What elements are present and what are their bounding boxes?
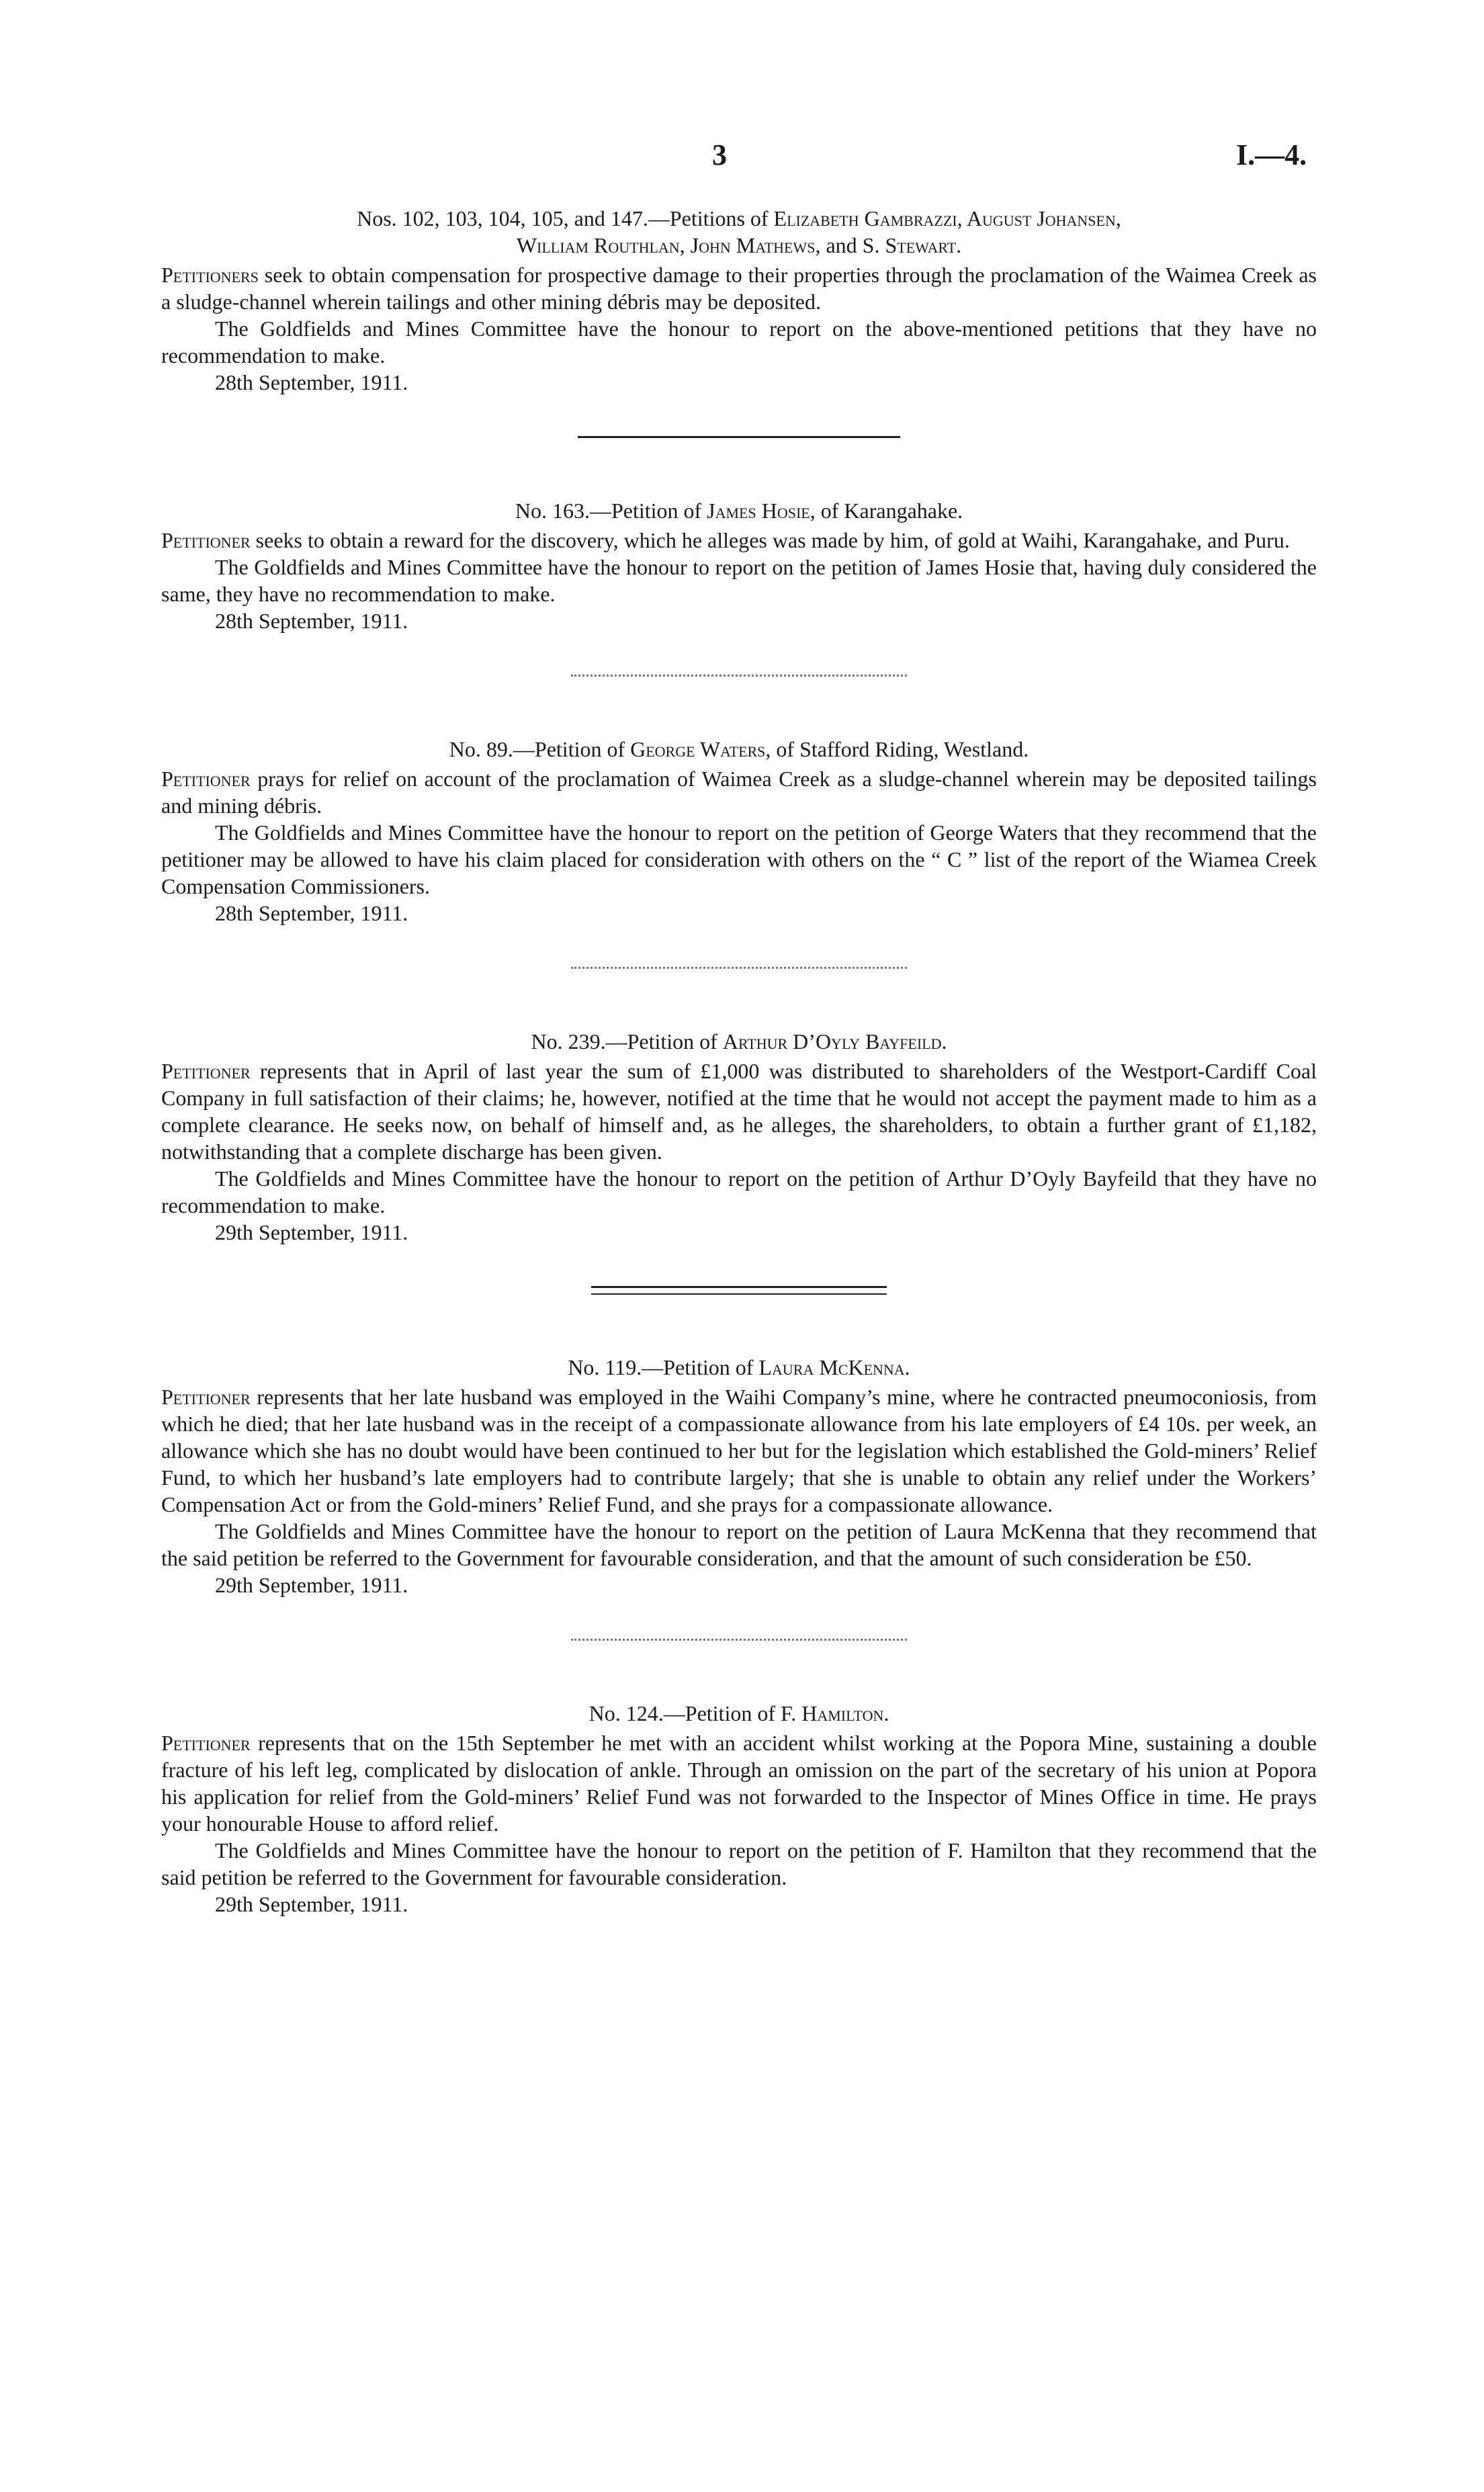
document-body (161, 205, 1317, 1918)
body-text: represents that on the 15th September he met with an accident whilst working at the Popora Mine, sustaining a double fracture of his left leg, complicated by dislocation of ankle. Through an omission on the part of the secretary of his union at Popora his application for relief from the Gold-miners’ Relief Fund was not forwarded to the Inspector of Mines Office in time. He prays your honourable House to afford relief. (161, 1731, 1317, 1836)
petition-section-89 (161, 736, 1317, 927)
section-heading (161, 205, 1317, 259)
petition-section-124 (161, 1700, 1317, 1918)
section-heading (161, 497, 1317, 524)
heading-names: Elizabeth Gambrazzi, August Johansen, (773, 206, 1121, 230)
section-heading (161, 1028, 1317, 1055)
petition-body (161, 1058, 1317, 1165)
heading-suffix: of Karangahake. (815, 499, 963, 523)
heading-prefix: Nos. 102, 103, 104, 105, and 147.—Petitions of (357, 206, 774, 230)
heading-names: S. Stewart. (862, 233, 962, 257)
committee-report: The Goldfields and Mines Committee have the honour to report on the above-mentioned petitions that they have no recommendation to make. (161, 316, 1317, 368)
report-date: 28th September, 1911. (215, 609, 408, 633)
page-number: 3 (712, 138, 727, 171)
petition-body (161, 527, 1317, 554)
heading-names: William Routhlan, John Mathews, (516, 233, 821, 257)
heading-prefix: No. 239.—Petition of (531, 1029, 723, 1054)
body-text: seeks to obtain a reward for the discovery, which he alleges was made by him, of gold at Waihi, Karangahake, and Puru. (250, 528, 1290, 552)
heading-names: F. Hamilton. (780, 1701, 889, 1725)
heading-names: Laura McKenna. (758, 1355, 910, 1379)
section-divider (591, 1286, 887, 1295)
body-text: seek to obtain compensation for prospective damage to their properties through the proclamation of the Waimea Creek as a sludge-channel wherein tailings and other mining débris may be deposited. (161, 263, 1317, 314)
heading-prefix: No. 119.—Petition of (568, 1355, 759, 1379)
report-date: 29th September, 1911. (215, 1892, 408, 1916)
lead-word: Petitioner (161, 1059, 251, 1083)
section-heading (161, 1354, 1317, 1381)
committee-report: The Goldfields and Mines Committee have the honour to report on the petition of F. Hamilton that they recommend that the said petition be referred to the Government for favourable consideration. (161, 1838, 1317, 1889)
heading-prefix: No. 163.—Petition of (515, 499, 707, 523)
body-text: represents that her late husband was employed in the Waihi Company’s mine, where he contracted pneumoconiosis, from which he died; that her late husband was in the receipt of a compassionate allowance from his late employers of £4 10s. per week, an allowance which she has no doubt would have been continued to her but for the legislation which established the Gold-miners’ Relief Fund, to which her husband’s late employers had to contribute largely; that she is unable to obtain any relief under the Workers’ Compensation Act or from the Gold-miners’ Relief Fund, and she prays for a compassionate allowance. (161, 1385, 1317, 1516)
committee-report: The Goldfields and Mines Committee have the honour to report on the petition of Arthur D’Oyly Bayfeild that they have no recommendation to make. (161, 1166, 1317, 1217)
report-date: 28th September, 1911. (215, 901, 408, 925)
petition-body (161, 1383, 1317, 1518)
heading-prefix: No. 124.—Petition of (588, 1701, 781, 1725)
committee-report: The Goldfields and Mines Committee have the honour to report on the petition of George Waters that they recommend that the petitioner may be allowed to have his claim placed for consideration with others on the “ C ” list of the report of the Wiamea Creek Compensation Commissioners. (161, 820, 1317, 898)
body-text: represents that in April of last year the sum of £1,000 was distributed to shareholders of the Westport-Cardiff Coal Company in full satisfaction of their claims; he, however, notified at the time that he would not accept the payment made to him as a complete clearance. He seeks now, on behalf of himself and, as he alleges, the shareholders, to obtain a further grant of £1,182, notwithstanding that a complete discharge has been given. (161, 1059, 1317, 1164)
report-date: 29th September, 1911. (215, 1220, 408, 1244)
lead-word: Petitioners (161, 263, 259, 287)
heading-suffix: of Stafford Riding, Westland. (771, 737, 1029, 761)
committee-report: The Goldfields and Mines Committee have the honour to report on the petition of Laura McKenna that they recommend that the said petition be referred to the Government for favourable consideration, and that the amount of such consideration be £50. (161, 1519, 1317, 1570)
body-text: prays for relief on account of the proclamation of Waimea Creek as a sludge-channel wherein may be deposited tailings and mining débris. (161, 767, 1317, 818)
section-heading (161, 1700, 1317, 1727)
lead-word: Petitioner (161, 528, 251, 552)
heading-names: Arthur D’Oyly Bayfeild. (722, 1029, 947, 1054)
committee-report: The Goldfields and Mines Committee have the honour to report on the petition of James Hosie that, having duly considered the same, they have no recommendation to make. (161, 555, 1317, 606)
petition-section-119 (161, 1354, 1317, 1598)
lead-word: Petitioner (161, 1731, 251, 1755)
report-date: 29th September, 1911. (215, 1573, 408, 1597)
paper-reference: I.—4. (1236, 138, 1307, 171)
section-heading (161, 736, 1317, 763)
petition-body (161, 765, 1317, 819)
heading-names: George Waters, (630, 737, 771, 761)
petition-section-239 (161, 1028, 1317, 1246)
lead-word: Petitioner (161, 1385, 251, 1409)
heading-conjunction: and (820, 233, 863, 257)
petition-body (161, 261, 1317, 315)
report-date: 28th September, 1911. (215, 370, 408, 394)
petition-section-102-147 (161, 205, 1317, 396)
lead-word: Petitioner (161, 767, 251, 791)
heading-prefix: No. 89.—Petition of (449, 737, 631, 761)
heading-names: James Hosie, (707, 499, 816, 523)
petition-body (161, 1729, 1317, 1837)
petition-section-163 (161, 497, 1317, 634)
